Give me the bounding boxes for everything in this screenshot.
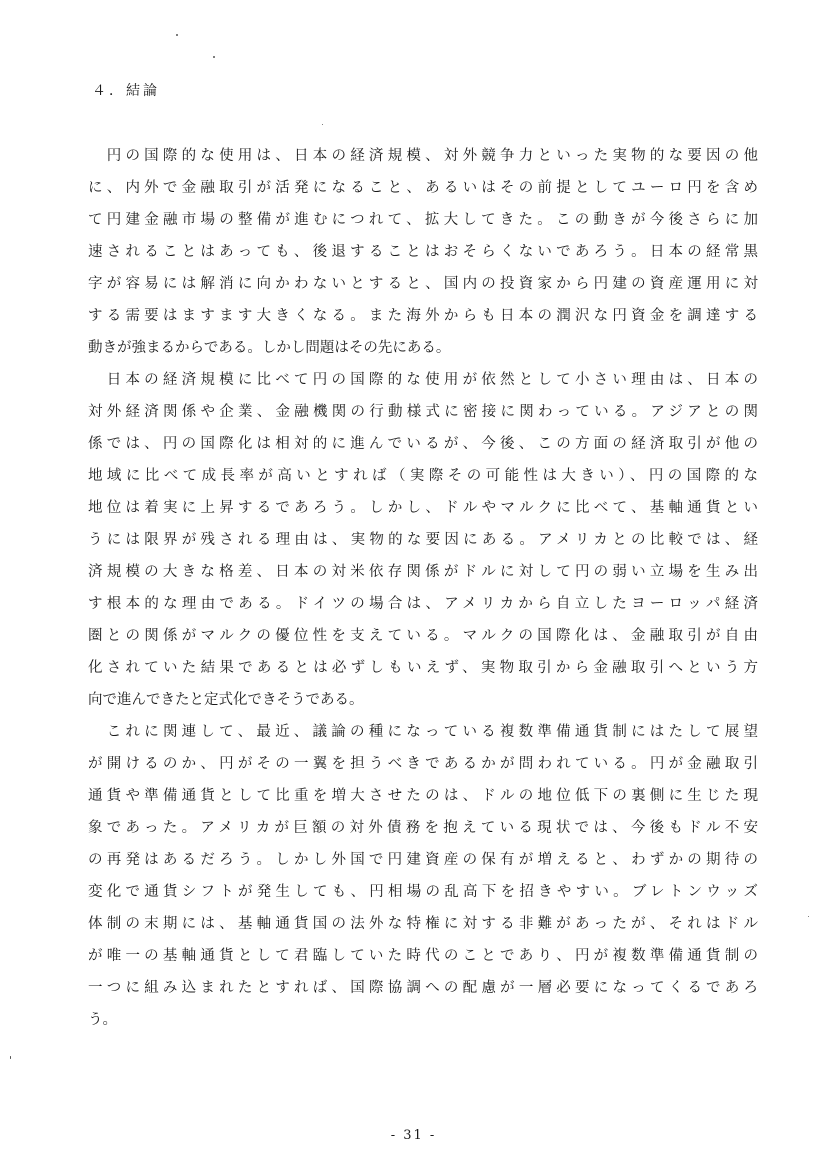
section-heading: ４．結論: [92, 83, 160, 99]
text-line: 動きが強まるからである。しかし問題はその先にある。: [88, 340, 451, 356]
text-line: 圏との関係がマルクの優位性を支えている。マルクの国際化は、金融取引が自由: [88, 628, 758, 644]
scan-speck: [10, 1056, 11, 1059]
paragraph: [88, 140, 758, 364]
text-line: 地位は着実に上昇するであろう。しかし、ドルやマルクに比べて、基軸通貨とい: [88, 500, 758, 516]
text-line: する需要はますます大きくなる。また海外からも日本の潤沢な円資金を調達する: [88, 308, 758, 324]
text-line: 係では、円の国際化は相対的に進んでいるが、今後、この方面の経済取引が他の: [88, 436, 758, 452]
text-line: 円の国際的な使用は、日本の経済規模、対外競争力といった実物的な要因の他: [88, 148, 758, 164]
text-line: 日本の経済規模に比べて円の国際的な使用が依然として小さい理由は、日本の: [88, 372, 758, 388]
text-line: 通貨や準備通貨として比重を増大させたのは、ドルの地位低下の裏側に生じた現: [88, 788, 758, 804]
text-line: 字が容易には解消に向かわないとすると、国内の投資家から円建の資産運用に対: [88, 276, 758, 292]
scan-speck: [322, 124, 323, 125]
text-line: うには限界が残される理由は、実物的な要因にある。アメリカとの比較では、経: [88, 532, 758, 548]
text-line: う。: [88, 1012, 117, 1028]
text-line: の再発はあるだろう。しかし外国で円建資産の保有が増えると、わずかの期待の: [88, 852, 758, 868]
text-line: 変化で通貨シフトが発生しても、円相場の乱高下を招きやすい。ブレトンウッズ: [88, 884, 758, 900]
text-line: 向で進んできたと定式化できそうである。: [88, 692, 364, 708]
text-line: 対外経済関係や企業、金融機関の行動様式に密接に関わっている。アジアとの関: [88, 404, 758, 420]
text-line: これに関連して、最近、議論の種になっている複数準備通貨制にはたして展望: [88, 724, 758, 740]
text-line: す根本的な理由である。ドイツの場合は、アメリカから自立したヨーロッパ経済: [88, 596, 758, 612]
text-line: 済規模の大きな格差、日本の対米依存関係がドルに対して円の弱い立場を生み出: [88, 564, 758, 580]
text-line: 地域に比べて成長率が高いとすれば（実際その可能性は大きい）、円の国際的な: [88, 468, 758, 484]
text-line: 体制の末期には、基軸通貨国の法外な特権に対する非難があったが、それはドル: [88, 916, 758, 932]
scan-speck: [176, 34, 178, 36]
paragraph: [88, 364, 758, 716]
text-line: 速されることはあっても、後退することはおそらくないであろう。日本の経常黒: [88, 244, 758, 260]
text-line: が開けるのか、円がその一翼を担うべきであるかが問われている。円が金融取引: [88, 756, 758, 772]
page-number: - 31 -: [390, 1128, 437, 1143]
body-text: [88, 140, 758, 1036]
text-line: に、内外で金融取引が活発になること、あるいはその前提としてユーロ円を含め: [88, 180, 758, 196]
text-line: て円建金融市場の整備が進むにつれて、拡大してきた。この動きが今後さらに加: [88, 212, 758, 228]
paragraph: [88, 716, 758, 1036]
text-line: が唯一の基軸通貨として君臨していた時代のことであり、円が複数準備通貨制の: [88, 948, 758, 964]
scan-speck: [213, 56, 215, 58]
text-line: 象であった。アメリカが巨額の対外債務を抱えている現状では、今後もドル不安: [88, 820, 758, 836]
text-line: 化されていた結果であるとは必ずしもいえず、実物取引から金融取引へという方: [88, 660, 758, 676]
text-line: 一つに組み込まれたとすれば、国際協調への配慮が一層必要になってくるであろ: [88, 980, 758, 996]
scan-speck: [808, 916, 809, 917]
